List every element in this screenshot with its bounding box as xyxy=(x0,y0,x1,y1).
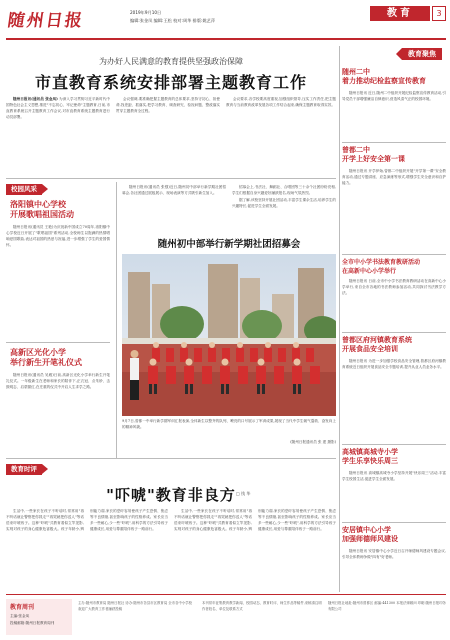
divider xyxy=(6,342,110,343)
footer-contact: 投稿邮箱:随州日报教育周刊 xyxy=(10,621,55,625)
page-footer xyxy=(6,594,446,636)
divider xyxy=(342,444,446,445)
divider xyxy=(6,178,336,179)
right-item-6-body xyxy=(342,548,446,592)
right-paragraph: 随州日报讯 为进一步加强学校食品安全管理,曾都区府河镇教育系统近日组织开展食品安全专题培训,提升从业人员业务水平。 xyxy=(342,359,446,369)
second-story-headline: 随州初中部举行新学期社团招募会 xyxy=(157,239,301,250)
sidebar-story1-body xyxy=(6,224,110,342)
footer-title: 教育周刊 xyxy=(10,604,35,611)
right-item-2-headline: 曾都二中 开学上好安全第一课 xyxy=(342,146,405,163)
footer-text-1: 主办:随州市教育局 随州日报社 协办:随州市各县市区教育局 全市各中小学校 欢迎广大教育工作者踊跃投稿 xyxy=(78,601,193,611)
photo-illustration xyxy=(122,254,336,416)
lead-paragraph: 为深入学习贯彻习近平新时代中国特色社会主义思想,推进"不忘初心、牢记使命"主题教育,日前,市直教育系统召开主题教育工作会议,对市直教育系统主题教育进行动员部署。 xyxy=(6,97,110,119)
sidebar-story2-headline: 高新区光化小学 举行新生开笔礼仪式 xyxy=(10,348,82,367)
masthead xyxy=(6,4,446,42)
lead-body-col-3 xyxy=(226,96,336,176)
essay-tag: 教育时评 xyxy=(6,464,42,475)
right-paragraph: 随州日报讯 高城镇高城寺小学坚持开展"快乐周三"活动,丰富学生校园生活,促进学生全面发展。 xyxy=(342,471,446,481)
lead-byline: 随州日报讯(通讯员 张金凤) xyxy=(13,97,58,101)
footer-text-3: 随州日报社地址:随州市曾都区 邮编:441300 本报法律顾问 印刷:随州日报印务有限公司 xyxy=(328,601,446,611)
right-item-1-headline: 随州二中 着力推动纪检监察宣传教育 xyxy=(342,68,426,85)
footer-editor: 主编:张金凤 xyxy=(10,614,30,618)
lead-kicker: 为办好人民满意的教育提供坚强政治保障 xyxy=(99,57,243,66)
lead-headline: 市直教育系统安排部署主题教育工作 xyxy=(34,73,307,92)
sidebar-story1-headline: 洛阳镇中心学校 开展歌唱祖国活动 xyxy=(10,200,74,219)
column-rule xyxy=(339,46,340,592)
lead-body-col-2 xyxy=(116,96,220,176)
footer-info-box xyxy=(6,599,72,635)
sidebar-story2-body xyxy=(6,372,110,454)
right-paragraph: 随州日报讯 开学伊始,曾都二中组织开展"开学第一课"安全教育活动,通过专题讲座、应急演练等形式,增强学生安全意识和自护能力。 xyxy=(342,169,446,185)
right-paragraph: 随州日报讯 近日,随州二中组织开展纪检监察宣传教育活动,引导党员干部增强廉洁自律意识,营造风清气正的校园环境。 xyxy=(342,91,446,101)
photo-caption: 9月7日,曾都一中举行新学期军训汇报表演,全体新生以整齐的队列、嘹亮的口号展示了军训成果,展现了当代中学生朝气蓬勃、奋发向上的精神风貌。 xyxy=(122,419,336,429)
second-story-paragraph: 据了解,该校坚持开展社团活动,丰富学生课余生活,培养学生的兴趣特长,促进学生全面发展。 xyxy=(232,198,336,208)
right-paragraph: 随州日报讯 日前,全市中小学书法教育教研活动在高新中心小学举行,来自全市各地的书法教师参加活动,共同探讨书法教学方法。 xyxy=(342,279,446,295)
essay-author: □ 钱 华 xyxy=(236,491,251,496)
right-item-5-headline: 高城镇高城寺小学 学生乐享快乐周三 xyxy=(342,448,398,465)
masthead-rule xyxy=(6,38,446,40)
lead-body-col-1 xyxy=(6,96,110,176)
sidebar-tag: 校园风采 xyxy=(6,184,42,195)
page-number: 3 xyxy=(432,6,446,21)
right-item-3-body xyxy=(342,278,446,332)
right-item-6-headline: 安居镇中心小学 加强师德师风建设 xyxy=(342,526,398,543)
essay-paragraph: 生活中,一些家长在孩子不听话时,常常用"再不听话就让警察把你抓走""再哭就把你送人"等话语来吓唬孩子。这种"吓唬"式教育看似立竿见影,实则对孩子的身心健康危害极大。孩子年龄小,辨别能力弱,家长的恐吓容易使孩子产生恐惧、焦虑等不良情绪,甚至影响孩子的性格养成。家长应当多一些耐心,少一些"吓唬",用科学的方法引导孩子健康成长,用爱与尊重陪伴孩子一路前行。 xyxy=(174,509,336,531)
second-story-col-1 xyxy=(122,184,226,232)
divider xyxy=(342,142,446,143)
right-paragraph: 随州日报讯 安居镇中心小学近日召开师德师风建设专题会议,引导全体教师争做"四有"好老师。 xyxy=(342,549,446,559)
column-rule xyxy=(116,182,117,458)
newspaper-page xyxy=(6,4,446,636)
sidebar-paragraph: 随州日报讯(通讯员 王艳)为庆祝新中国成立70周年,洛阳镇中心学校近日开展了"歌唱祖国"系列活动,全校师生以饱满的热情唱响爱国歌曲,表达对祖国的热爱与祝福,进一步增强了学生的爱国情怀。 xyxy=(6,225,110,247)
footer-text-2: 本刊常年征集教育教学新闻、校园动态、教育时评、师生作品等稿件,来稿请注明作者姓名、单位及联系方式 xyxy=(202,601,322,611)
right-item-5-body xyxy=(342,470,446,522)
essay-body xyxy=(6,508,336,590)
second-story-paragraph: 招募会上,书法社、舞蹈社、合唱团等三十余个社团纷纷亮相,学生们根据自身兴趣爱好踊跃报名,现场气氛热烈。 xyxy=(232,185,336,195)
lead-paragraph: 会议强调,要准确把握主题教育的总体要求,坚持守初心、担使命,找差距、抓落实,把学习教育、调查研究、检视问题、整改落实贯穿主题教育全过程。 xyxy=(116,97,220,113)
right-item-2-body xyxy=(342,168,446,254)
right-column-tag: 教育聚焦 xyxy=(402,48,442,60)
right-item-3-headline: 全市中小学书法教育教研活动 在高新中心小学举行 xyxy=(342,259,421,275)
issue-date: 2019年9月10日 xyxy=(130,10,162,15)
lead-paragraph: 会议要求,各学校要高度重视,加强组织领导,压实工作责任,把主题教育与当前教育改革发展各项工作结合起来,确保主题教育取得实效。 xyxy=(226,97,336,107)
divider xyxy=(342,254,446,255)
military-training-photo xyxy=(122,254,336,416)
right-item-4-body xyxy=(342,358,446,444)
divider xyxy=(6,458,336,459)
right-news-column xyxy=(342,48,446,638)
essay-paragraph: 生活中,一些家长在孩子不听话时,常常用"再不听话就让警察把你抓走""再哭就把你送人"等话语来吓唬孩子。这种"吓唬"式教育看似立竿见影,实则对孩子的身心健康危害极大。孩子年龄小,辨别能力弱,家长的恐吓容易使孩子产生恐惧、焦虑等不良情绪,甚至影响孩子的性格养成。家长应当多一些耐心,少一些"吓唬",用科学的方法引导孩子健康成长,用爱与尊重陪伴孩子一路前行。 xyxy=(6,509,168,531)
second-story-col-2 xyxy=(232,184,336,232)
sidebar-paragraph: 随州日报讯(通讯员 吴雅)日前,高新区光化小学举行新生开笔礼仪式。一年级新生在老师和家长的陪伴下,正衣冠、点朱砂、击鼓明志、启蒙描红,在庄重的仪式中开启人生求学之路。 xyxy=(6,373,110,389)
divider xyxy=(342,522,446,523)
right-item-1-body xyxy=(342,90,446,140)
second-story-paragraph: 随州日报讯(通讯员 张强)近日,随州初中部举行新学期社团招募会,各社团通过展板展示、现场表演等方式吸引新生加入。 xyxy=(122,185,226,195)
editor-credits: 编辑:张金凤 编辑:王松 校对:周华 排版:姚艺萍 xyxy=(130,18,216,23)
photo-credit: (随州日报通讯员 张 建 摄影) xyxy=(290,440,336,444)
right-item-4-headline: 曾都区府河镇教育系统 开展食品安全培训 xyxy=(342,336,412,353)
newspaper-logo: 随州日报 xyxy=(6,11,86,31)
section-label: 教育 xyxy=(370,6,430,21)
divider xyxy=(342,332,446,333)
essay-headline: "吓唬"教育非良方 xyxy=(106,486,236,504)
